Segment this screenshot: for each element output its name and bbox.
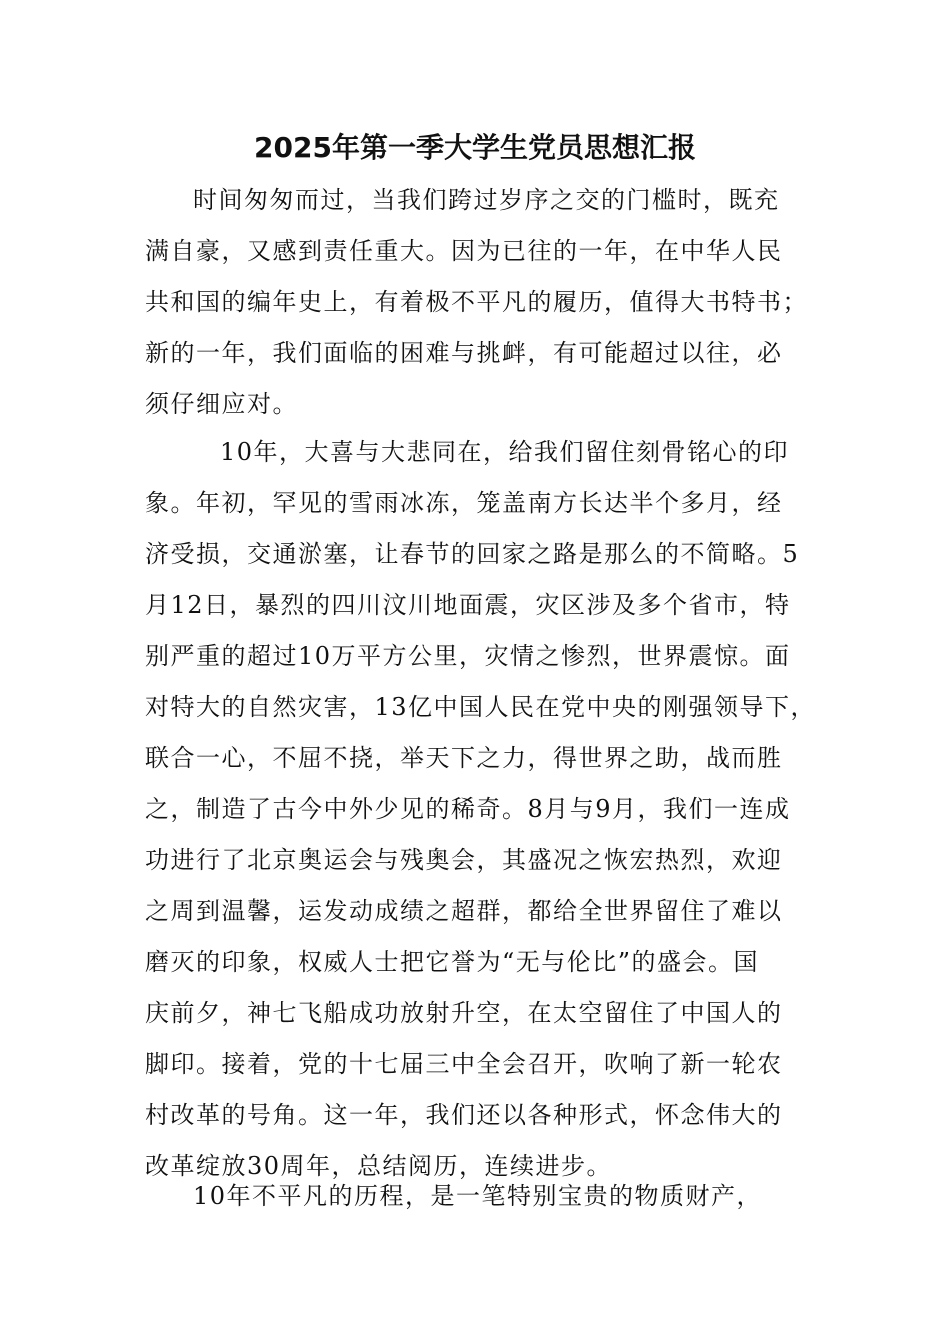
paragraph-line: 共和国的编年史上，有着极不平凡的履历，值得大书特书； — [145, 288, 808, 316]
paragraph-line: 别严重的超过10万平方公里，灾情之惨烈，世界震惊。面 — [145, 642, 791, 670]
paragraph-line: 济受损，交通淤塞，让春节的回家之路是那么的不简略。5 — [145, 540, 800, 568]
paragraph-line: 满自豪，又感到责任重大。因为已往的一年，在中华人民 — [145, 237, 783, 265]
paragraph-2 — [145, 427, 817, 1192]
paragraph-line: 功进行了北京奥运会与残奥会，其盛况之恢宏热烈，欢迎 — [145, 846, 783, 874]
paragraph-line: 须仔细应对。 — [145, 390, 298, 418]
document-title: 2025年第一季大学生党员思想汇报 — [254, 131, 696, 164]
paragraph-line: 10年不平凡的历程，是一笔特别宝贵的物质财产， — [193, 1182, 763, 1210]
paragraph-line: 脚印。接着，党的十七届三中全会召开，吹响了新一轮农 — [145, 1050, 783, 1078]
paragraph-line: 之，制造了古今中外少见的稀奇。8月与9月，我们一连成 — [145, 795, 791, 823]
paragraph-line: 月12日，暴烈的四川汶川地面震，灾区涉及多个省市，特 — [145, 591, 791, 619]
paragraph-line: 时间匆匆而过，当我们跨过岁序之交的门槛时，既充 — [193, 186, 780, 214]
paragraph-3 — [145, 1171, 805, 1222]
paragraph-line: 对特大的自然灾害，13亿中国人民在党中央的刚强领导下， — [145, 693, 817, 721]
paragraph-line: 磨灭的印象，权威人士把它誉为“无与伦比”的盛会。国 — [145, 948, 760, 976]
paragraph-line: 之周到温馨，运发动成绩之超群，都给全世界留住了难以 — [145, 897, 783, 925]
paragraph-line: 10年，大喜与大悲同在，给我们留住刻骨铭心的印 — [220, 438, 790, 466]
paragraph-line: 改革绽放30周年，总结阅历，连续进步。 — [145, 1152, 613, 1180]
paragraph-line: 庆前夕，神七飞船成功放射升空，在太空留住了中国人的 — [145, 999, 783, 1027]
paragraph-line: 联合一心，不屈不挠，举天下之力，得世界之助，战而胜 — [145, 744, 783, 772]
paragraph-1 — [145, 175, 808, 430]
paragraph-line: 新的一年，我们面临的困难与挑衅，有可能超过以往，必 — [145, 339, 783, 367]
paragraph-line: 村改革的号角。这一年，我们还以各种形式，怀念伟大的 — [145, 1101, 783, 1129]
paragraph-line: 象。年初，罕见的雪雨冰冻，笼盖南方长达半个多月，经 — [145, 489, 783, 517]
